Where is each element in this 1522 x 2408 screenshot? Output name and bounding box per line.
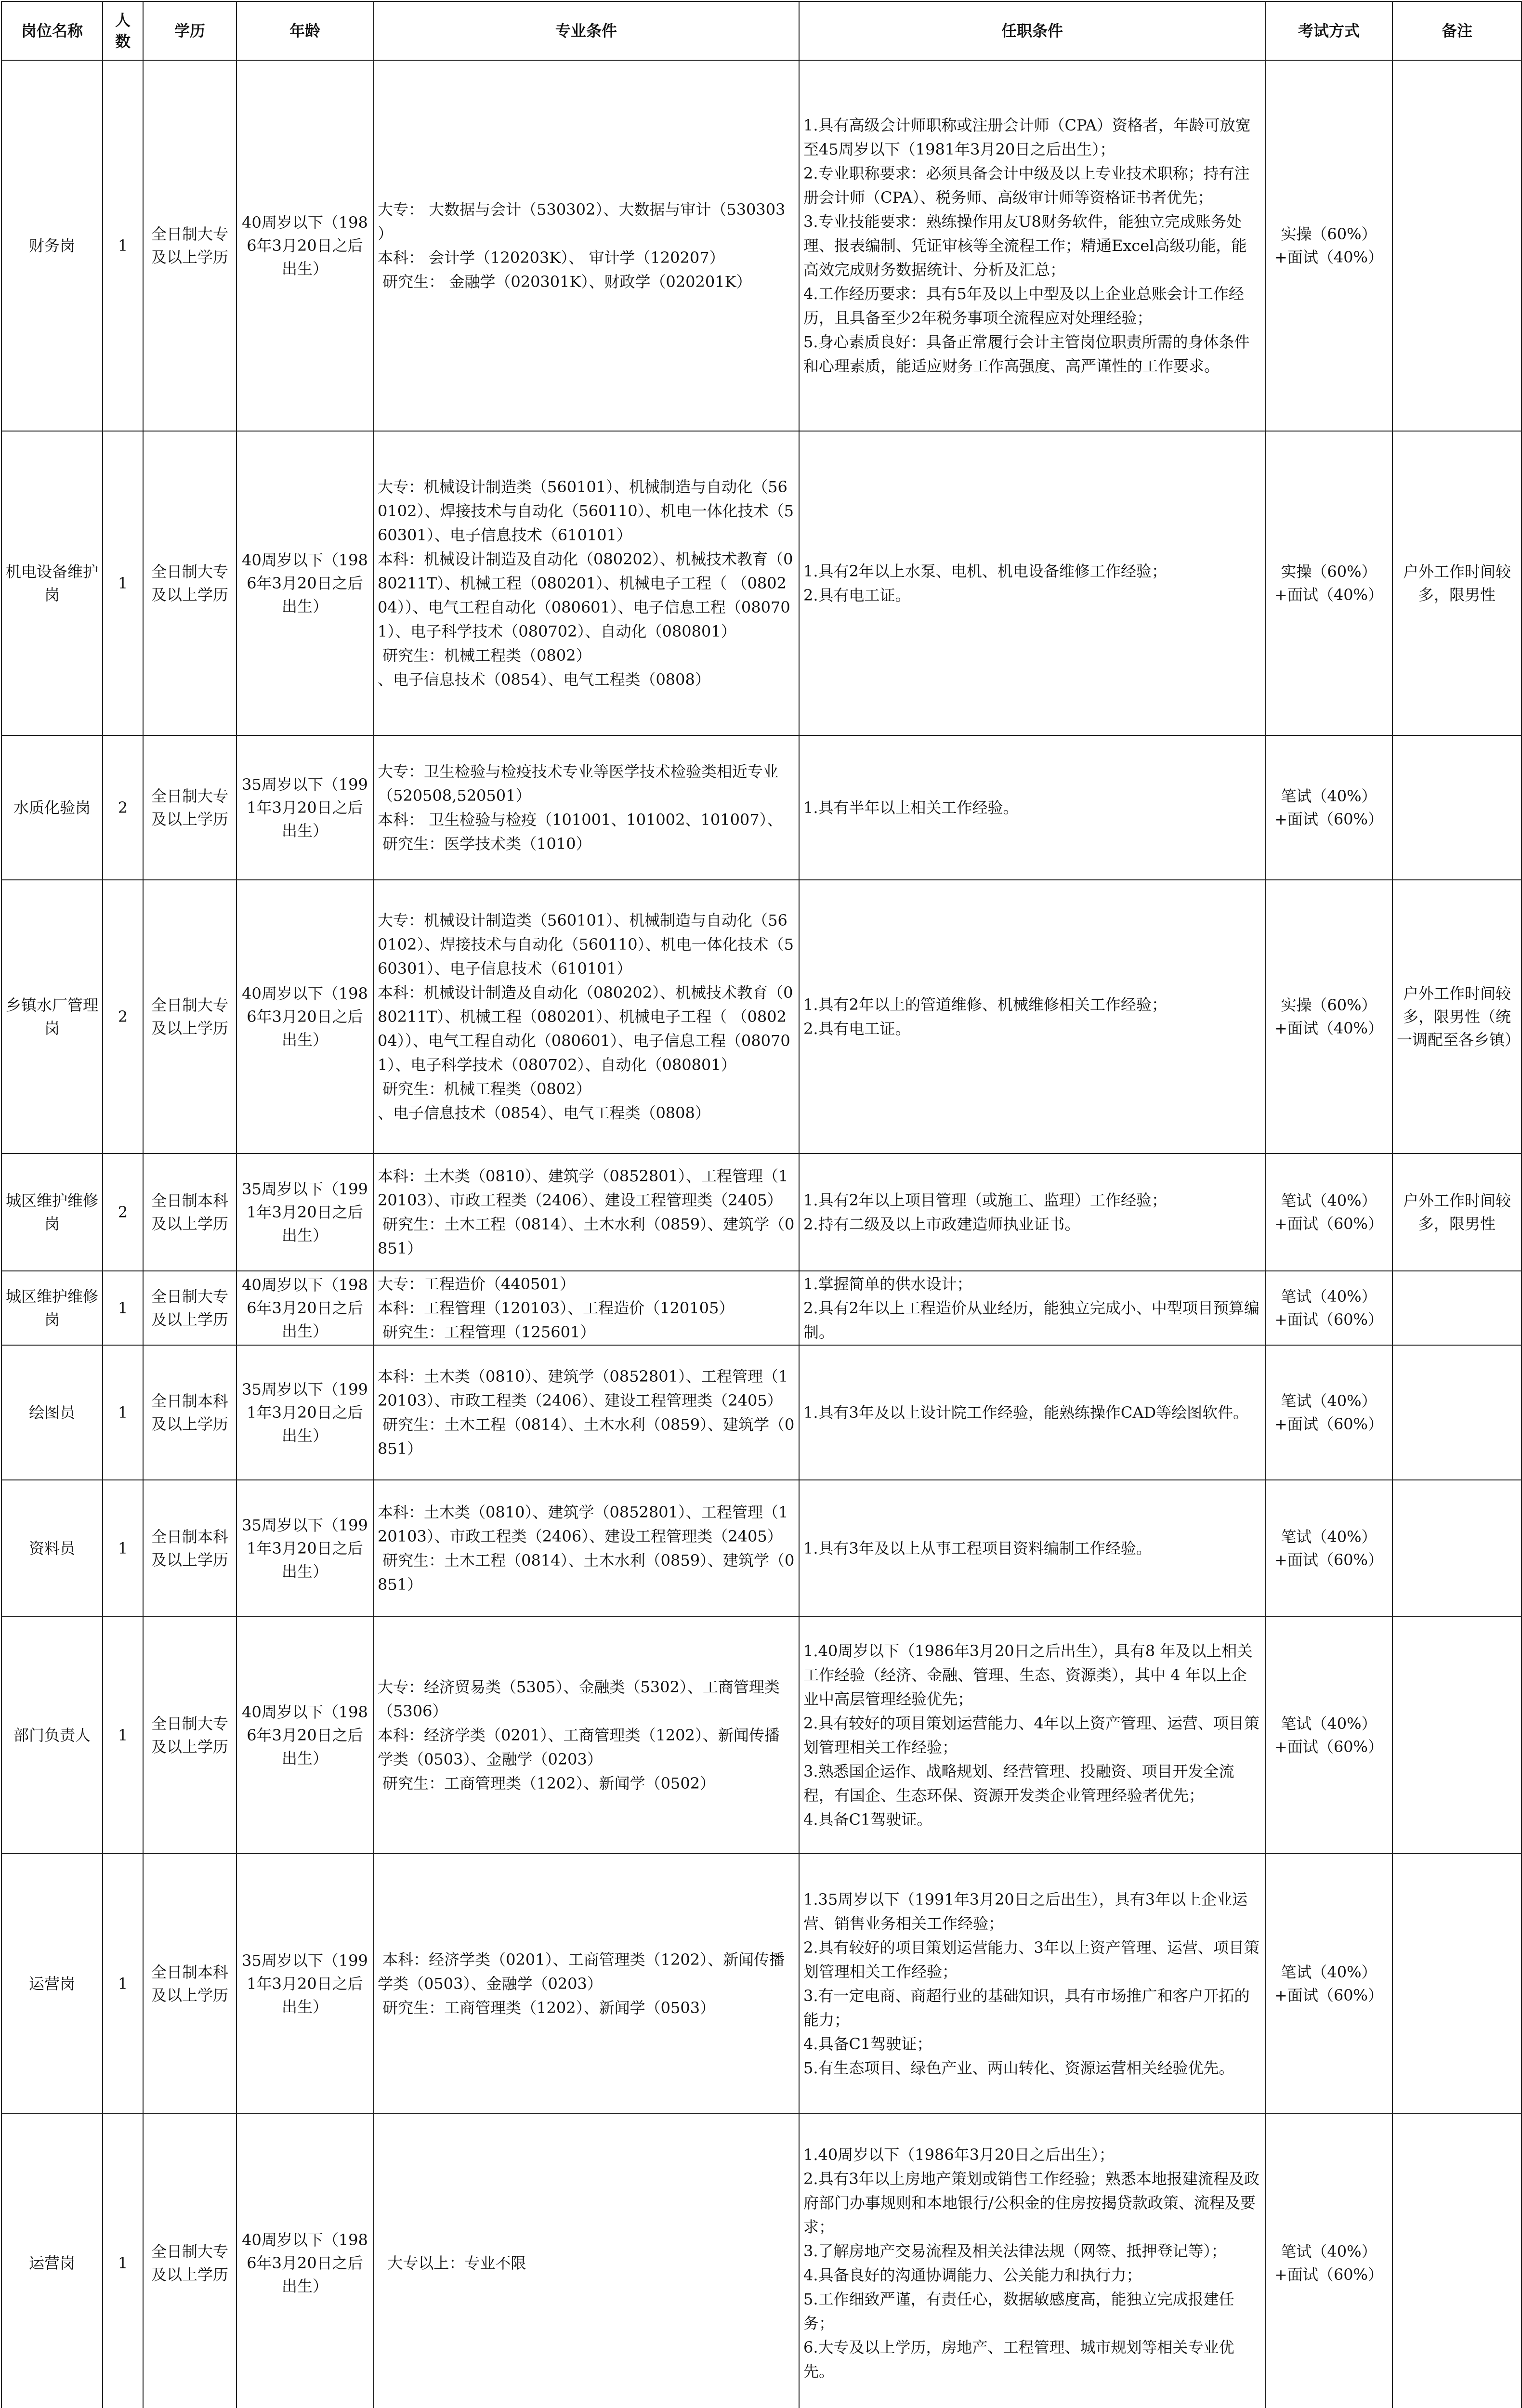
post-name: 运营岗 [1,2114,103,2408]
job-requirements: 1.40周岁以下（1986年3月20日之后出生），具有8 年及以上相关工作经验（经济、金融、管理、生态、资源类），其中 4 年以上企业中高层管理经验优先； 2.具有较好的项目策划运营能力、4年以上资产管理、运营、项目策划管理相关工作经验； 3.熟悉国企运作、战略规划、经营管理、投融资、项目开发全流程，有国企、生态环保、资源开发类企业管理经验者优先； 4.具备C1驾驶证。 [799,1617,1265,1854]
exam-method: 笔试（40%）+面试（60%） [1265,1617,1392,1854]
header-requirements: 任职条件 [799,1,1265,60]
education: 全日制大专及以上学历 [143,2114,236,2408]
table-row [1,1617,1522,1854]
remark [1392,1480,1522,1617]
job-requirements: 1.具有半年以上相关工作经验。 [799,735,1265,880]
exam-method: 笔试（40%）+面试（60%） [1265,1271,1392,1345]
major-requirements: 大专：机械设计制造类（560101）、机械制造与自动化（560102）、焊接技术与自动化（560110）、机电一体化技术（560301）、电子信息技术（610101） 本科：机械设计制造及自动化（080202）、机械技术教育（080211T）、机械工程（080201）、机械电子工程（ （080204））、电气工程自动化（080601）、电子信息工程（080701）、电子科学技术（080702）、自动化（080801） 研究生：机械工程类（0802） 、电子信息技术（0854）、电气工程类（0808） [373,431,799,735]
headcount: 1 [103,431,143,735]
job-requirements: 1.具有2年以上项目管理（或施工、监理）工作经验； 2.持有二级及以上市政建造师执业证书。 [799,1153,1265,1271]
education: 全日制大专及以上学历 [143,1271,236,1345]
remark [1392,1271,1522,1345]
major-requirements: 大专：卫生检验与检疫技术专业等医学技术检验类相近专业（520508,520501） 本科： 卫生检验与检疫（101001、101002、101007）、 研究生：医学技术类（1010） [373,735,799,880]
job-requirements: 1.具有3年及以上从事工程项目资料编制工作经验。 [799,1480,1265,1617]
job-requirements: 1.35周岁以下（1991年3月20日之后出生），具有3年以上企业运营、销售业务相关工作经验； 2.具有较好的项目策划运营能力、3年以上资产管理、运营、项目策划管理相关工作经验； 3.有一定电商、商超行业的基础知识，具有市场推广和客户开拓的能力； 4.具备C1驾驶证； 5.有生态项目、绿色产业、两山转化、资源运营相关经验优先。 [799,1854,1265,2114]
major-requirements: 本科：经济学类（0201）、工商管理类（1202）、新闻传播学类（0503）、金融学（0203） 研究生：工商管理类（1202）、新闻学（0503） [373,1854,799,2114]
age-limit: 35周岁以下（1991年3月20日之后出生） [236,735,373,880]
remark: 户外工作时间较多，限男性 [1392,431,1522,735]
headcount: 1 [103,1854,143,2114]
headcount: 2 [103,880,143,1153]
job-requirements: 1.掌握简单的供水设计； 2.具有2年以上工程造价从业经历，能独立完成小、中型项目预算编制。 [799,1271,1265,1345]
headcount: 1 [103,1617,143,1854]
education: 全日制本科及以上学历 [143,1345,236,1480]
remark [1392,735,1522,880]
post-name: 水质化验岗 [1,735,103,880]
exam-method: 笔试（40%）+面试（60%） [1265,1153,1392,1271]
age-limit: 40周岁以下（1986年3月20日之后出生） [236,2114,373,2408]
header-exam: 考试方式 [1265,1,1392,60]
headcount: 1 [103,60,143,431]
remark: 户外工作时间较多，限男性 [1392,1153,1522,1271]
headcount: 1 [103,1271,143,1345]
education: 全日制大专及以上学历 [143,1617,236,1854]
table-row [1,1345,1522,1480]
age-limit: 40周岁以下（1986年3月20日之后出生） [236,1271,373,1345]
major-requirements: 本科：土木类（0810）、建筑学（0852801）、工程管理（120103）、市政工程类（2406）、建设工程管理类（2405） 研究生：土木工程（0814）、土木水利（0859）、建筑学（0851） [373,1345,799,1480]
exam-method: 实操（60%）+面试（40%） [1265,431,1392,735]
age-limit: 35周岁以下（1991年3月20日之后出生） [236,1153,373,1271]
remark [1392,1345,1522,1480]
exam-method: 笔试（40%）+面试（60%） [1265,2114,1392,2408]
remark [1392,2114,1522,2408]
headcount: 2 [103,1153,143,1271]
table-row [1,1480,1522,1617]
table-row [1,60,1522,431]
table-row [1,880,1522,1153]
header-note: 备注 [1392,1,1522,60]
education: 全日制大专及以上学历 [143,735,236,880]
exam-method: 实操（60%）+面试（40%） [1265,880,1392,1153]
header-age: 年龄 [236,1,373,60]
remark [1392,1854,1522,2114]
post-name: 机电设备维护岗 [1,431,103,735]
headcount: 2 [103,735,143,880]
major-requirements: 大专以上：专业不限 [373,2114,799,2408]
age-limit: 35周岁以下（1991年3月20日之后出生） [236,1345,373,1480]
remark [1392,60,1522,431]
age-limit: 40周岁以下（1986年3月20日之后出生） [236,880,373,1153]
headcount: 1 [103,1345,143,1480]
header-major: 专业条件 [373,1,799,60]
job-requirements: 1.具有2年以上水泵、电机、机电设备维修工作经验； 2.具有电工证。 [799,431,1265,735]
remark [1392,1617,1522,1854]
major-requirements: 本科：土木类（0810）、建筑学（0852801）、工程管理（120103）、市政工程类（2406）、建设工程管理类（2405） 研究生：土木工程（0814）、土木水利（0859）、建筑学（0851） [373,1480,799,1617]
age-limit: 35周岁以下（1991年3月20日之后出生） [236,1480,373,1617]
education: 全日制本科及以上学历 [143,1480,236,1617]
major-requirements: 大专： 大数据与会计（530302）、大数据与审计（530303 ） 本科： 会计学（120203K）、 审计学（120207） 研究生： 金融学（020301K）、财政学（020201K） [373,60,799,431]
table-row [1,431,1522,735]
headcount: 1 [103,1480,143,1617]
major-requirements: 大专：机械设计制造类（560101）、机械制造与自动化（560102）、焊接技术与自动化（560110）、机电一体化技术（560301）、电子信息技术（610101） 本科：机械设计制造及自动化（080202）、机械技术教育（080211T）、机械工程（080201）、机械电子工程（ （080204））、电气工程自动化（080601）、电子信息工程（080701）、电子科学技术（080702）、自动化（080801） 研究生：机械工程类（0802） 、电子信息技术（0854）、电气工程类（0808） [373,880,799,1153]
exam-method: 笔试（40%）+面试（60%） [1265,1345,1392,1480]
exam-method: 笔试（40%）+面试（60%） [1265,1854,1392,2114]
education: 全日制大专及以上学历 [143,60,236,431]
age-limit: 40周岁以下（1986年3月20日之后出生） [236,1617,373,1854]
job-requirements: 1.具有3年及以上设计院工作经验，能熟练操作CAD等绘图软件。 [799,1345,1265,1480]
post-name: 乡镇水厂管理岗 [1,880,103,1153]
post-name: 资料员 [1,1480,103,1617]
major-requirements: 本科：土木类（0810）、建筑学（0852801）、工程管理（120103）、市政工程类（2406）、建设工程管理类（2405） 研究生：土木工程（0814）、土木水利（0859）、建筑学（0851） [373,1153,799,1271]
table-row [1,1153,1522,1271]
job-requirements: 1.具有2年以上的管道维修、机械维修相关工作经验； 2.具有电工证。 [799,880,1265,1153]
post-name: 城区维护维修岗 [1,1153,103,1271]
remark: 户外工作时间较多，限男性（统一调配至各乡镇） [1392,880,1522,1153]
exam-method: 笔试（40%）+面试（60%） [1265,735,1392,880]
age-limit: 40周岁以下（1986年3月20日之后出生） [236,60,373,431]
table-row [1,2114,1522,2408]
post-name: 城区维护维修岗 [1,1271,103,1345]
post-name: 财务岗 [1,60,103,431]
header-post: 岗位名称 [1,1,103,60]
education: 全日制大专及以上学历 [143,880,236,1153]
age-limit: 40周岁以下（1986年3月20日之后出生） [236,431,373,735]
major-requirements: 大专：工程造价（440501） 本科：工程管理（120103）、工程造价（120105） 研究生：工程管理（125601） [373,1271,799,1345]
header-count: 人数 [103,1,143,60]
post-name: 部门负责人 [1,1617,103,1854]
major-requirements: 大专：经济贸易类（5305）、金融类（5302）、工商管理类（5306） 本科：经济学类（0201）、工商管理类（1202）、新闻传播学类（0503）、金融学（0203） 研究生：工商管理类（1202）、新闻学（0502） [373,1617,799,1854]
headcount: 1 [103,2114,143,2408]
age-limit: 35周岁以下（1991年3月20日之后出生） [236,1854,373,2114]
exam-method: 笔试（40%）+面试（60%） [1265,1480,1392,1617]
post-name: 绘图员 [1,1345,103,1480]
post-name: 运营岗 [1,1854,103,2114]
education: 全日制本科及以上学历 [143,1153,236,1271]
job-requirements: 1.具有高级会计师职称或注册会计师（CPA）资格者，年龄可放宽至45周岁以下（1981年3月20日之后出生）； 2.专业职称要求：必须具备会计中级及以上专业技术职称；持有注册会计师（CPA）、税务师、高级审计师等资格证书者优先； 3.专业技能要求：熟练操作用友U8财务软件，能独立完成账务处理、报表编制、凭证审核等全流程工作；精通Excel高级功能，能高效完成财务数据统计、分析及汇总； 4.工作经历要求：具有5年及以上中型及以上企业总账会计工作经历，且具备至少2年税务事项全流程应对处理经验； 5.身心素质良好：具备正常履行会计主管岗位职责所需的身体条件和心理素质，能适应财务工作高强度、高严谨性的工作要求。 [799,60,1265,431]
education: 全日制本科及以上学历 [143,1854,236,2114]
header-row [1,1,1522,60]
header-education: 学历 [143,1,236,60]
table-row [1,735,1522,880]
table-row [1,1271,1522,1345]
exam-method: 实操（60%）+面试（40%） [1265,60,1392,431]
education: 全日制大专及以上学历 [143,431,236,735]
table-row [1,1854,1522,2114]
recruitment-table [1,1,1522,2408]
job-requirements: 1.40周岁以下（1986年3月20日之后出生）； 2.具有3年以上房地产策划或销售工作经验；熟悉本地报建流程及政府部门办事规则和本地银行/公积金的住房按揭贷款政策、流程及要求； 3.了解房地产交易流程及相关法律法规（网签、抵押登记等）； 4.具备良好的沟通协调能力、公关能力和执行力； 5.工作细致严谨，有责任心，数据敏感度高，能独立完成报建任务； 6.大专及以上学历，房地产、工程管理、城市规划等相关专业优先。 [799,2114,1265,2408]
